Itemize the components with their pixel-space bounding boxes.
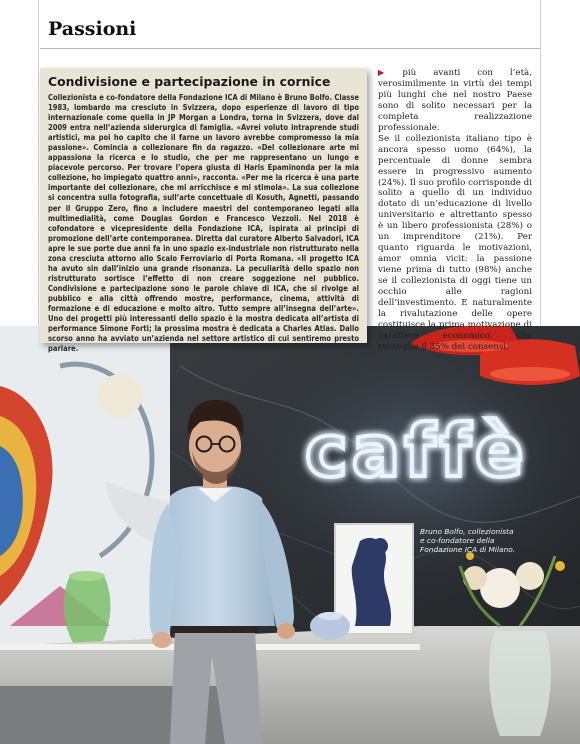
column-rule-right xyxy=(540,0,541,330)
sidebar-box xyxy=(40,68,367,354)
title-divider xyxy=(40,48,540,49)
column-paragraph-1-text: più avanti con l’età, verosimilmente in virtù dei tempi più lunghi che nel nostro Paese sono di solito necessari per la completa realizzazione professionale. xyxy=(378,68,532,133)
section-title: Passioni xyxy=(48,18,137,40)
photo-caption: Bruno Bolfo, collezionista e co-fondatore della Fondazione ICA di Milano. xyxy=(420,527,516,555)
article-photo xyxy=(0,326,580,744)
column-paragraph-2: Se il collezionista italiano tipo è ancora spesso uomo (64%), la percentuale di donne sembra essere in progressivo aumento (24%). Il suo profilo corrisponde di solito a quello di un individuo dotato di un’educazione di livello universitario e altrettanto spesso è un libero professionista (28%) o un imprenditore (21%). Per quanto riguarda le motivazioni, amor omnia vicit: la passione viene prima di tutto (98%) anche se il collezionista di oggi tiene un occhio alle ragioni dell’investimento. E naturalmente la rivalutazione delle opere costituisce la prima motivazione di carattere economico, che raccoglie il 35% dei consensi. xyxy=(378,133,532,352)
article-column xyxy=(378,68,532,353)
box-body: Collezionista e co-fondatore della Fondazione ICA di Milano è Bruno Bolfo. Classe 1983, lombardo ma cresciuto in Svizzera, dopo esperienze di lavoro di tipo internazionale come quella in JP Morgan a Londra, torna in Svizzera, dove dal 2009 entra nell’azienda siderurgica di famiglia. «Avrei voluto intraprende studi artistici, ma poi ho capito che il farne un lavoro avrebbe compromesso la mia passione». Comincia a collezionare fin da ragazzo. «Del collezionare arte mi appassiona la ricerca e lo studio, che per me rappresentano un lungo e piacevole percorso. Per trovare l’opera giusta di Haris Epaminonda per la mia collezione, ho impiegato quattro anni», racconta. «Per me la ricerca è una parte importante del collezionare, che mi arricchisce e mi stimola». La sua collezione si concentra sulla fotografia, sull’arte concettuale di Kosuth, Agnetti, passando per il Gruppo Zero, fino a includere maestri del contemporaneo legati alla multimedialità, come Douglas Gordon e Francesco Vezzoli. Nel 2018 è cofondatore e vicepresidente della Fondazione ICA, ispirata ai principi di promozione dell’arte contemporanea. Diretta dal curatore Alberto Salvadori, ICA apre le sue porte due anni fa in uno spazio ex-industriale non ristrutturato nella zona cresciuta attorno allo Scalo Ferroviario di Porta Romana. «Il progetto ICA ha avuto sin dall’inizio una grande risonanza. La peculiarità dello spazio non ristrutturato sortisce l’effetto di non creare soggezione nel pubblico. Condivisione e partecipazione sono le parole chiave di ICA, che si rivolge al pubblico e alla città offrendo mostre, performance, cinema, attività di formazione e di educazione e molto altro. Tutto sempre all’insegna dell’arte». Uno dei progetti più interessanti dello spazio è la mostra dedicata all’artista di performance Simone Forti; la prossima mostra è dedicata a Charles Atlas. Dallo scorso anno ha avviato un’azienda nel settore artistico di cui sentiremo presto parlare. xyxy=(48,93,359,354)
box-title: Condivisione e partecipazione in cornice xyxy=(48,74,331,89)
triangle-right-icon: ▶ xyxy=(378,68,399,77)
neon-sign-text: caffè xyxy=(305,409,528,493)
column-rule-left xyxy=(38,0,39,330)
column-paragraph-1 xyxy=(378,68,532,134)
